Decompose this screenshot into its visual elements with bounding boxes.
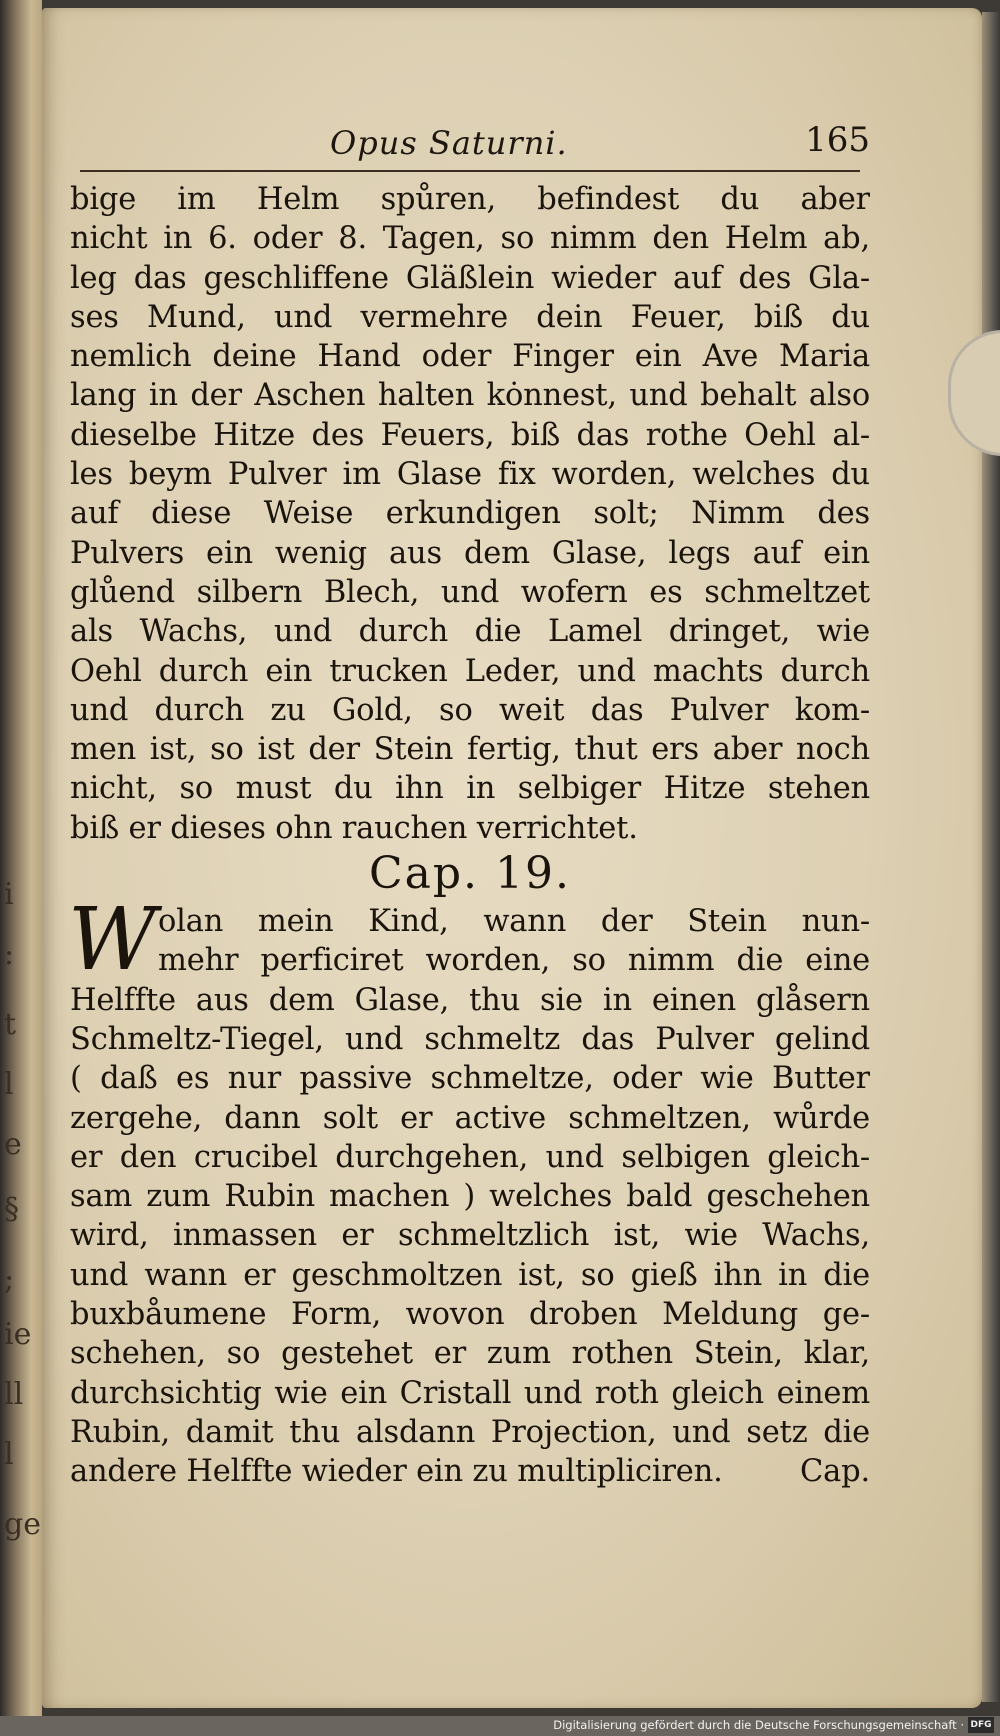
text-line: lang in der Aschen halten kȯnnest, und behalt also (70, 378, 870, 414)
running-title: Opus Saturni. (330, 124, 568, 162)
text-line: nicht, so must du ihn in selbiger Hitze stehen (70, 771, 870, 807)
text-line: zergehe, dann solt er active schmeltzen, wůrde (70, 1100, 870, 1136)
chapter-heading: Cap. 19. (368, 848, 571, 900)
text-line: Pulvers ein wenig aus dem Glase, legs auf ein (70, 535, 870, 571)
text-line: nemlich deine Hand oder Finger ein Ave Maria (70, 339, 870, 375)
text-line: durchsichtig wie ein Cristall und roth gleich einem (70, 1375, 870, 1411)
margin-fragment: ge (4, 1507, 41, 1542)
text-line: er den crucibel durchgehen, und selbigen gleich- (70, 1139, 870, 1175)
page-header (80, 120, 870, 170)
page-block-edge (982, 12, 1000, 1702)
text-line: sam zum Rubin machen ) welches bald geschehen (70, 1179, 870, 1215)
text-line: ses Mund, und vermehre dein Feuer, biß du (70, 299, 870, 335)
text-line: ( daß es nur passive schmeltze, oder wie Butter (70, 1061, 870, 1097)
margin-fragment: l (4, 1067, 14, 1102)
digitization-footer (0, 1716, 1000, 1736)
text-line: Schmeltz-Tiegel, und schmeltz das Pulver gelind (70, 1021, 870, 1057)
text-line: wird, inmassen er schmeltzlich ist, wie Wachs, (70, 1218, 870, 1254)
dfg-logo: DFG (968, 1717, 994, 1733)
margin-fragment: ll (4, 1377, 24, 1412)
text-line: und wann er geschmoltzen ist, so gieß ihn in die (70, 1257, 870, 1293)
text-line: schehen, so gestehet er zum rothen Stein, klar, (70, 1336, 870, 1372)
page-number: 165 (805, 120, 870, 160)
facing-page-edge (0, 0, 42, 1736)
text-line: Rubin, damit thu alsdann Projection, und setz die (70, 1414, 870, 1450)
text-line: biß er dieses ohn rauchen verrichtet. (70, 810, 638, 846)
paragraph-1 (70, 180, 870, 848)
body-text (70, 180, 870, 1492)
text-line: buxbåumene Form, wovon droben Meldung ge- (70, 1297, 870, 1333)
margin-fragment: : (4, 937, 15, 972)
drop-capital: W (68, 890, 157, 991)
text-line-last (70, 1452, 870, 1491)
margin-fragment: § (4, 1192, 19, 1227)
margin-fragment: t (4, 1007, 17, 1042)
text-line: Oehl durch ein trucken Leder, und machts durch (70, 653, 870, 689)
text-line: olan mein Kind, wann der Stein nun- (158, 904, 870, 940)
margin-fragment: ; (4, 1262, 15, 1297)
text-line: bige im Helm spůren, befindest du aber (70, 182, 870, 217)
text-line: mehr perficiret worden, so nimm die eine (158, 943, 870, 979)
catchword: Cap. (800, 1454, 870, 1490)
text-line: als Wachs, und durch die Lamel dringet, wie (70, 614, 870, 650)
paragraph-2 (68, 890, 870, 1491)
header-rule (80, 170, 860, 172)
text-line: men ist, so ist der Stein fertig, thut ers aber noch (70, 732, 870, 768)
margin-fragment: ie (4, 1317, 32, 1352)
text-line: andere Helffte wieder ein zu multipliciren. (70, 1454, 723, 1490)
text-line: les beym Pulver im Glase fix worden, welches du (70, 457, 870, 493)
text-line: leg das geschliffene Gläßlein wieder auf des Gla- (70, 260, 870, 296)
text-line: glůend silbern Blech, und wofern es schmeltzet (70, 574, 870, 610)
text-line: Helffte aus dem Glase, thu sie in einen glåsern (70, 982, 870, 1018)
margin-fragment: l (4, 1437, 14, 1472)
text-line: auf diese Weise erkundigen solt; Nimm des (70, 496, 870, 532)
margin-fragment: e (4, 1127, 22, 1162)
text-line: und durch zu Gold, so weit das Pulver kom- (70, 692, 870, 728)
margin-fragment: i (4, 877, 14, 912)
text-line: nicht in 6. oder 8. Tagen, so nimm den Helm ab, (70, 221, 870, 257)
text-line: dieselbe Hitze des Feuers, biß das rothe Oehl al- (70, 417, 870, 453)
funding-credit: Digitalisierung gefördert durch die Deutsche Forschungsgemeinschaft · (553, 1718, 964, 1732)
